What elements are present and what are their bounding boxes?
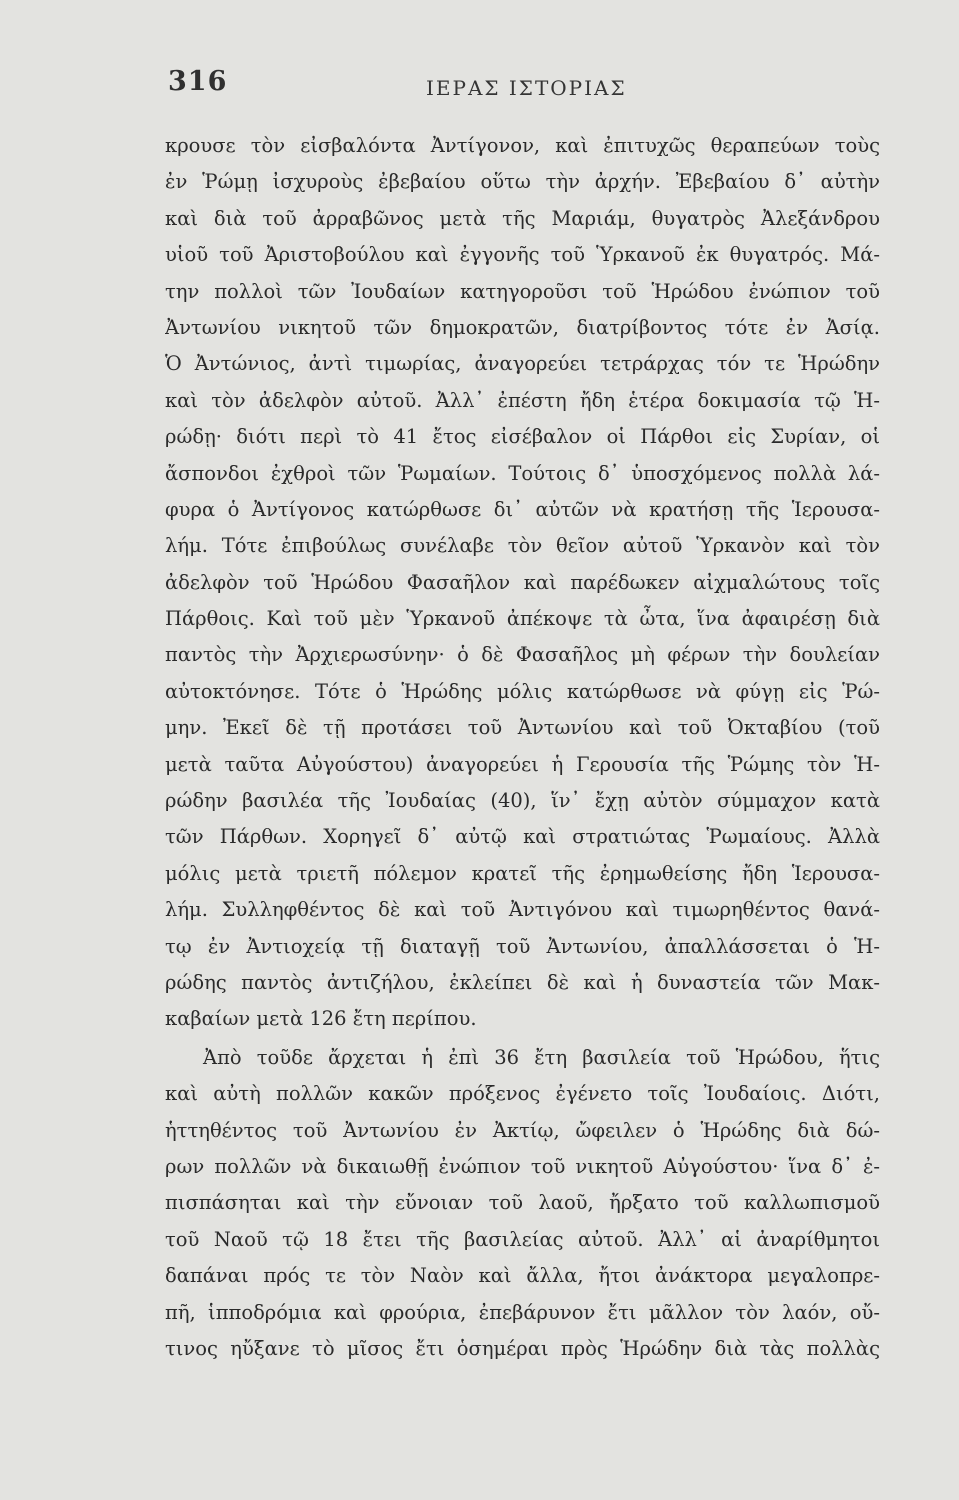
text-line: μετὰ ταῦτα Αὐγούστου) ἀναγορεύει ἡ Γερουσία τῆς Ῥώμης τὸν Ἡ- [165,752,880,776]
text-line: πῆ, ἱπποδρόμια καὶ φρούρια, ἐπεβάρυνον ἔτι μᾶλλον τὸν λαόν, οὔ- [165,1300,880,1324]
text-line: τινος ηὔξανε τὸ μῖσος ἔτι ὁσημέραι πρὸς Ἡρώδην διὰ τὰς πολλὰς [165,1336,880,1360]
text-line: Ὁ Ἀντώνιος, ἀντὶ τιμωρίας, ἀναγορεύει τετράρχας τόν τε Ἡρώδην [165,352,880,376]
text-line: φυρα ὁ Ἀντίγονος κατώρθωσε δι᾽ αὐτῶν νὰ κρατήσῃ τῆς Ἱερουσα- [165,497,880,521]
text-line: καὶ αὐτὴ πολλῶν κακῶν πρόξενος ἐγένετο τοῖς Ἰουδαίοις. Διότι, [165,1082,880,1106]
text-line: ρώδην βασιλέα τῆς Ἰουδαίας (40), ἵν᾽ ἔχῃ αὐτὸν σύμμαχον κατὰ [165,789,880,813]
body-text [165,128,880,1367]
text-line: λήμ. Τότε ἐπιβούλως συνέλαβε τὸν θεῖον αὐτοῦ Ὑρκανὸν καὶ τὸν [165,534,880,558]
text-line: Πάρθοις. Καὶ τοῦ μὲν Ὑρκανοῦ ἀπέκοψε τὰ ὦτα, ἵνα ἀφαιρέσῃ διὰ [165,607,880,631]
text-line: ρώδῃ· διότι περὶ τὸ 41 ἔτος εἰσέβαλον οἱ Πάρθοι εἰς Συρίαν, οἱ [165,425,880,449]
text-line: καὶ τὸν ἀδελφὸν αὐτοῦ. Ἀλλ᾽ ἐπέστη ἤδη ἑτέρα δοκιμασία τῷ Ἡ- [165,388,880,412]
text-line: Ἀπὸ τοῦδε ἄρχεται ἡ ἐπὶ 36 ἔτη βασιλεία τοῦ Ἡρώδου, ἥτις [203,1045,880,1069]
text-line: ρων πολλῶν νὰ δικαιωθῇ ἐνώπιον τοῦ νικητοῦ Αὐγούστου· ἵνα δ᾽ ἐ- [165,1154,880,1178]
text-line: καὶ διὰ τοῦ ἀρραβῶνος μετὰ τῆς Μαριάμ, θυγατρὸς Ἀλεξάνδρου [165,206,880,230]
text-line: δαπάναι πρός τε τὸν Ναὸν καὶ ἄλλα, ἤτοι ἀνάκτορα μεγαλοπρε- [165,1264,880,1288]
page-number: 316 [168,66,228,97]
text-line: τοῦ Ναοῦ τῷ 18 ἔτει τῆς βασιλείας αὐτοῦ. Ἀλλ᾽ αἱ ἀναρίθμητοι [165,1227,880,1251]
text-line: μην. Ἐκεῖ δὲ τῇ προτάσει τοῦ Ἀντωνίου καὶ τοῦ Ὀκταβίου (τοῦ [165,716,880,740]
text-line: μόλις μετὰ τριετῆ πόλεμον κρατεῖ τῆς ἐρημωθείσης ἤδη Ἱερουσα- [165,861,880,885]
text-line: τῳ ἐν Ἀντιοχείᾳ τῇ διαταγῇ τοῦ Ἀντωνίου, ἀπαλλάσσεται ὁ Ἡ- [165,934,880,958]
text-line: ἡττηθέντος τοῦ Ἀντωνίου ἐν Ἀκτίῳ, ὤφειλεν ὁ Ἡρώδης διὰ δώ- [165,1118,880,1142]
text-line: ἀδελφὸν τοῦ Ἡρώδου Φασαῆλον καὶ παρέδωκεν αἰχμαλώτους τοῖς [165,570,880,594]
text-line: κρουσε τὸν εἰσβαλόντα Ἀντίγονον, καὶ ἐπιτυχῶς θεραπεύων τοὺς [165,134,880,157]
text-line: ρώδης παντὸς ἀντιζήλου, ἐκλείπει δὲ καὶ ἡ δυναστεία τῶν Μακ- [165,970,880,994]
text-line: Ἀντωνίου νικητοῦ τῶν δημοκρατῶν, διατρίβοντος τότε ἐν Ἀσίᾳ. [165,315,880,339]
text-line: υἱοῦ τοῦ Ἀριστοβούλου καὶ ἐγγονῆς τοῦ Ὑρκανοῦ ἐκ θυγατρός. Μά- [165,243,880,267]
text-line: λήμ. Συλληφθέντος δὲ καὶ τοῦ Ἀντιγόνου καὶ τιμωρηθέντος θανά- [165,898,880,922]
text-line: παντὸς τὴν Ἀρχιερωσύνην· ὁ δὲ Φασαῆλος μὴ φέρων τὴν δουλείαν [165,643,880,667]
text-line: τῶν Πάρθων. Χορηγεῖ δ᾽ αὐτῷ καὶ στρατιώτας Ῥωμαίους. Ἀλλὰ [165,825,880,849]
text-line: ἐν Ῥώμῃ ἰσχυροὺς ἐβεβαίου οὕτω τὴν ἀρχήν. Ἐβεβαίου δ᾽ αὐτὴν [165,170,880,194]
running-head: ΙΕΡΑΣ ΙΣΤΟΡΙΑΣ [426,76,627,100]
text-line: ἄσπονδοι ἐχθροὶ τῶν Ῥωμαίων. Τούτοις δ᾽ ὑποσχόμενος πολλὰ λά- [165,461,880,485]
text-line: πισπάσηται καὶ τὴν εὔνοιαν τοῦ λαοῦ, ἤρξατο τοῦ καλλωπισμοῦ [165,1191,880,1215]
text-line: καβαίων μετὰ 126 ἔτη περίπου. [165,1007,477,1031]
page-header [168,66,878,106]
text-line: αὐτοκτόνησε. Τότε ὁ Ἡρώδης μόλις κατώρθωσε νὰ φύγῃ εἰς Ῥώ- [165,679,880,703]
text-line: την πολλοὶ τῶν Ἰουδαίων κατηγοροῦσι τοῦ Ἡρώδου ἐνώπιον τοῦ [165,279,880,303]
